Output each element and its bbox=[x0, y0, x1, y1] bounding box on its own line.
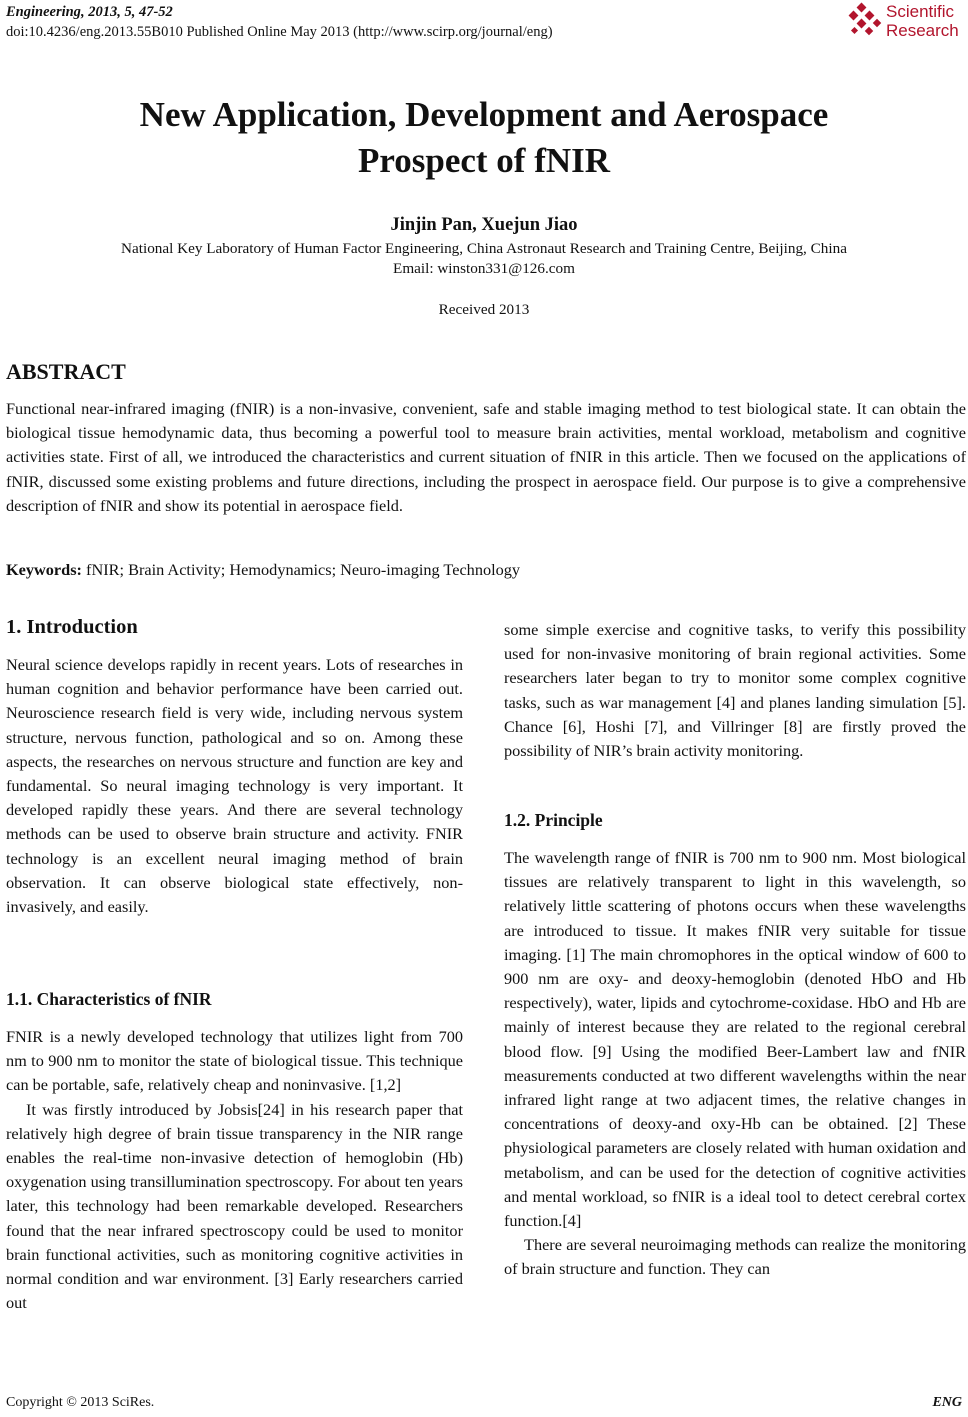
copyright: Copyright © 2013 SciRes. bbox=[6, 1395, 155, 1410]
intro-paragraph: Neural science develops rapidly in recent years. Lots of researches in human cognition and behavior performance have been carried out. Neuroscience research field is very wide, including nervous system structure, nervous function, pathological and so on. Among these aspects, the researches on nervous structure and function are key and fundamental. So neural imaging technology is very important. It developed rapidly these years. And there are several technology methods can be used to observe brain structure and activity. FNIR technology is an excellent neural imaging method of brain observation. It can observe biological state effectively, non-invasively, and easily. bbox=[6, 655, 463, 917]
paragraph: It was firstly introduced by Jobsis[24] in his research paper that relatively high degree of brain tissue transparency in the NIR range enables the real-time non-invasive detection of hemoglobin (Hb) oxygenation using transillumination spectroscopy. For about ten years later, this technology had been remarkable developed. Researchers found that the near infrared spectroscopy could be used to monitor brain functional activities, such as monitoring cognitive activities in normal condition and war environment. [3] Early researchers carried out bbox=[6, 1099, 463, 1313]
email: Email: winston331@126.com bbox=[393, 260, 575, 277]
characteristics-paragraphs bbox=[6, 1025, 463, 1315]
affiliation: National Key Laboratory of Human Factor Engineering, China Astronaut Research and Training Centre, Beijing, China bbox=[121, 240, 847, 257]
authors: Jinjin Pan, Xuejun Jiao bbox=[390, 215, 578, 235]
keywords-label: Keywords: bbox=[6, 560, 82, 579]
section-heading-principle: 1.2. Principle bbox=[504, 810, 603, 830]
citation: , 2013, 5, 47-52 bbox=[80, 4, 173, 20]
paragraph: The wavelength range of fNIR is 700 nm to 900 nm. Most biological tissues are relatively transparent to light in this wavelength, so relatively little scattering of photons occurs when these wavelengths are introduced to tissue. It makes fNIR very suitable for tissue imaging. [1] The main chromophores in the optical window of 600 to 900 nm are oxy- and deoxy-hemoglobin (denoted HbO and Hb respectively), water, lipids and cytochrome-coxidase. HbO and Hb are mainly of interest because they are related to the regional cerebral blood flow. [9] Using the modified Beer-Lambert law and fNIR measurements conducted at two different wavelengths within the near infrared light range at two adjacent times, the relative changes in concentrations of deoxy-and oxy-Hb can be obtained. [2] These physiological parameters are closely related with human oxidation and metabolism, and can be used for the detection of cognitive activities and mental workload, so fNIR is a ideal tool to detect cerebral cortex function.[4] bbox=[504, 848, 966, 1231]
logo-text: Scientific Research bbox=[886, 2, 959, 40]
paragraph: FNIR is a newly developed technology that utilizes light from 700 nm to 900 nm to monitor the state of biological tissue. This technique can be portable, safe, relatively cheap and noninvasive. [1,2] bbox=[6, 1027, 463, 1095]
journal-abbrev: ENG bbox=[932, 1395, 962, 1410]
doi-line: doi:10.4236/eng.2013.55B010 Published Online May 2013 (http://www.scirp.org/journal/eng) bbox=[6, 24, 553, 40]
abstract-text: Functional near-infrared imaging (fNIR) is a non-invasive, convenient, safe and stable imaging method to test biological state. It can obtain the biological tissue hemodynamic data, thus becoming a powerful tool to measure brain activities, mental workload, metabolism and cognitive activities state. First of all, we introduced the characteristics and current situation of fNIR in this article. Then we focused on the applications of fNIR, discussed some existing problems and future directions, including the prospect in aerospace field. Our purpose is to give a comprehensive description of fNIR and show its potential in aerospace field. bbox=[6, 399, 966, 515]
received-date: Received 2013 bbox=[438, 301, 530, 318]
principle-paragraphs bbox=[504, 846, 966, 1282]
abstract-heading: ABSTRACT bbox=[6, 359, 126, 384]
running-header bbox=[6, 2, 553, 42]
intro-continued-paragraph: some simple exercise and cognitive tasks, to verify this possibility used for non-invasive monitoring of brain regional activities. Some researchers later began to try to monitor some complex cognitive tasks, such as war management [4] and planes landing simulation [5]. Chance [6], Hoshi [7], and Villringer [8] are firstly proved the possibility of NIR’s brain activity monitoring. bbox=[504, 620, 966, 761]
section-heading-characteristics: 1.1. Characteristics of fNIR bbox=[6, 989, 212, 1009]
publisher-logo bbox=[844, 2, 964, 44]
keywords bbox=[6, 560, 520, 580]
paragraph: There are several neuroimaging methods can realize the monitoring of brain structure and function. They can bbox=[504, 1235, 966, 1279]
logo-mark-icon bbox=[844, 2, 884, 42]
keywords-text: fNIR; Brain Activity; Hemodynamics; Neuro-imaging Technology bbox=[81, 560, 521, 579]
paper-title: New Application, Development and Aerospace Prospect of fNIR bbox=[139, 95, 829, 180]
section-heading-introduction: 1. Introduction bbox=[6, 616, 138, 638]
affiliation-block bbox=[0, 239, 968, 279]
journal-name: Engineering bbox=[6, 4, 81, 20]
